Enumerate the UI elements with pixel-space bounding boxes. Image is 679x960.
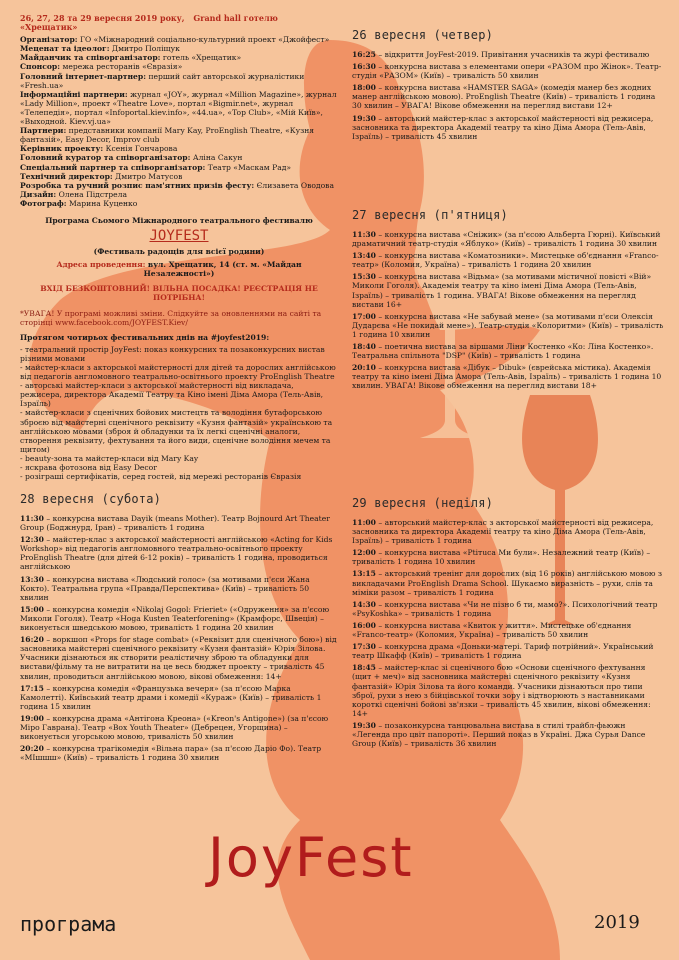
credit-line — [20, 72, 338, 90]
event-time: 13:40 — [352, 251, 376, 261]
credit-value: Олена Підстрела — [58, 189, 128, 199]
event-item — [352, 50, 664, 59]
event-item — [20, 684, 338, 711]
event-description: – конкурсна вистава «Ptiтuca Ми були». Незалежний театр (Київ) – тривалість 1 година 10 хвилин — [352, 548, 651, 567]
event-description: – конкурсна вистава «Відьма» (за мотивами містичної повісті «Вій» Миколи Гоголя). Академія театру та кіно імені Діма Амора (Тель-Авів, Ізраїль) – тривалість 1 година. УВАГА! Вікове обмеження на перегляд вистави 16+ — [352, 272, 652, 309]
event-item — [20, 714, 338, 741]
event-description: – конкурсна вистава «HAMSTER SAGA» (комедія манер без жодних манер англійською мовою). ProEnglish Theatre (Київ) – тривалість 1 година 30 хвилин – УВАГА! Вікове обмеження на перегляд вистави 12+ — [352, 83, 656, 111]
day-27-events — [352, 230, 664, 391]
event-time: 19:30 — [352, 720, 376, 730]
credit-key: Інформаційні партнери: — [20, 89, 128, 99]
event-time: 13:15 — [352, 569, 376, 579]
event-time: 16:30 — [352, 62, 376, 72]
program-label: програма — [20, 912, 117, 936]
event-description: – конкурсна вистава з елементами опери «РАЗОМ про Жінок». Театр-студія «РАЗОМ» (Київ) – тривалість 50 хвилин — [352, 62, 662, 81]
credit-value: Дмитро Матусов — [115, 171, 183, 181]
credit-key: Головний інтернет-партнер: — [20, 71, 147, 81]
credit-key: Спеціальний партнер та співорганізатор: — [20, 162, 206, 172]
credit-line — [20, 35, 338, 44]
credit-line — [20, 126, 338, 144]
program-title: Програма Сьомого Міжнародного театрального фестивалю — [45, 215, 313, 225]
event-description: – конкурсна комедія «Nikolaj Gogol: Frieriet» («Одруження» за п'єсою Миколи Гоголя). Театр «Hoga Kusten Teaterforening» (Крамфорс, Швеція) – виконується шведською мовою, тривалість 1 година 20 хвилин — [20, 604, 330, 633]
credit-key: Спонсор: — [20, 62, 61, 72]
event-item — [352, 663, 664, 718]
credit-line — [20, 144, 338, 153]
credit-value: журнал «JOY», журнал «Million Magazine», журнал «Lady Million», проект «Theatre Love», портал «Bigmir.net», журнал «Телепедія», портал «Infoportal.kiev.info», «44.ua», «Top Club», «Мій Київ», «Выходной. Kiev.vj.ua» — [20, 89, 337, 127]
event-time: 19:30 — [352, 113, 376, 123]
event-item — [352, 114, 664, 141]
event-item — [352, 518, 664, 545]
day-29-title: 29 вересня (неділя) — [352, 496, 494, 510]
event-description: – майстер-клас зі сценічного бою «Основи сценічного фехтування (щит + меч)» від засновника майстерні сценічного реквізиту «Кузня фантазій» Юрія Зілова та його команди. Учасники дізнаються про типи зброї, рухи з нею з бійцівської точки зору і відтворюють з наставниками короткі сценічні бойові зв'язки – тривалість 45 хвилин, вікові обмеження: 14+ — [352, 663, 651, 718]
event-time: 17:30 — [352, 642, 376, 652]
credit-value: готель «Хрещатик» — [162, 53, 242, 63]
during-item: - театральний простір JoyFest: показ конкурсних та позаконкурсних вистав різними мовами — [20, 344, 325, 363]
event-time: 17:15 — [20, 683, 44, 693]
credit-line — [20, 190, 338, 199]
credit-line — [20, 153, 338, 162]
event-description: – авторський майстер-клас з акторської майстерності від режисера, засновника та директора Академії театру та кіно Діма Амора (Тель-Авів, Ізраїль) – тривалість 45 хвилин — [352, 113, 654, 141]
event-item — [20, 635, 338, 680]
day-27-title: 27 вересня (п'ятниця) — [352, 208, 508, 222]
event-description: – авторський майстер-клас з акторської майстерності від режисера, засновника та директора Академії театру та кіно Діма Амора (Тель-Авів, Ізраїль) – тривалість 1 година — [352, 518, 654, 546]
attention-notice: *УВАГА! У програмі можливі зміни. Слідкуйте за оновленнями на сайті та сторінці www.facebook.com/JOYFEST.Kiev/ — [20, 308, 322, 327]
event-time: 16:25 — [352, 50, 376, 59]
event-time: 18:45 — [352, 663, 376, 673]
during-item: - майстер-класи з сценічних бойових мистецтв та володіння бутафорською зброєю від майстерні сценічного реквізиту «Кузня фантазій» українською та англійською мовами (зброя й обладунки та їх легкі сценічні аналоги, створення реквізиту, фехтування та його види, сценічне володіння мечем та щитом) — [20, 408, 333, 454]
event-description: – конкурсна вистава «Чи не пізно б ти, мамо?». Психологічний театр «PsyKoshka» – тривалість 1 година — [352, 599, 658, 618]
dates-text: 26, 27, 28 та 29 вересня 2019 року, — [20, 13, 185, 23]
credit-value: Дмитро Поліщук — [111, 44, 180, 54]
event-time: 20:10 — [352, 363, 376, 373]
event-time: 12:00 — [352, 548, 376, 558]
credits-column — [20, 14, 338, 481]
event-item — [20, 575, 338, 602]
event-item — [352, 272, 664, 308]
event-item — [20, 535, 338, 571]
day-28-section — [20, 492, 338, 765]
credit-value: ГО «Міжнародний соціально-культурний проект «Джойфест» — [80, 35, 330, 45]
year-label: 2019 — [594, 912, 640, 933]
credit-value: Єлизавета Оводова — [256, 180, 334, 190]
event-description: – конкурсна вистава «Квиток у життя». Мистецьке об'єднання «Franco-театр» (Коломия, Україна) – тривалість 50 хвилин — [352, 620, 632, 640]
event-item — [352, 312, 664, 339]
credit-line — [20, 172, 338, 181]
during-item: - яскрава фотозона від Easy Decor — [20, 463, 157, 473]
event-time: 16:20 — [20, 635, 44, 645]
credit-key: Дизайн: — [20, 189, 57, 199]
event-time: 13:30 — [20, 574, 44, 584]
event-description: – майстер-клас з акторської майстерності англійською «Acting for Kids Workshop» від педагогів англомовного театрально-освітнього проекту ProEnglish Theatre (для дітей 6-12 років) – тривалість 1 година, проводиться англійською — [20, 535, 333, 572]
event-item — [20, 605, 338, 632]
event-time: 15:30 — [352, 272, 376, 282]
event-time: 14:30 — [352, 599, 376, 609]
event-time: 17:00 — [352, 311, 376, 321]
address-value: вул. Хрещатик, 14 (ст. м. «Майдан Незалежності») — [143, 260, 302, 279]
day-26-section — [352, 28, 664, 144]
credit-line — [20, 181, 338, 190]
event-item — [352, 251, 664, 269]
credit-value: Аліна Сакун — [192, 153, 243, 163]
fest-name: JOYFEST — [149, 228, 209, 245]
event-description: – конкурсна драма «Антігона Креона» («Kreon's Antigone») (за п'єсою Міро Гаврана). Театр «Box Youth Theater» (Дебрецен, Угорщина) – виконується угорською мовою, тривалість 50 хвилин — [20, 713, 329, 742]
day-28-events — [20, 514, 338, 762]
credit-key: Партнери: — [20, 126, 67, 136]
event-time: 18:00 — [352, 83, 376, 93]
event-description: – позаконкурсна танцювальна вистава в стилі трайбл-фьюжн «Легенда про цвіт папороті». Перший показ в Україні. Джа Сурья Dance Group (Київ) – тривалість 36 хвилин — [352, 720, 646, 749]
day-26-events — [352, 50, 664, 141]
event-description: – конкурсна комедія «Французька вечеря» (за п'єсою Марка Камолетті). Київський театр драми і комедії «Кураж» (Київ) – тривалість 1 година 15 хвилин — [20, 683, 322, 711]
event-time: 11:00 — [352, 518, 376, 527]
day-27-section — [352, 208, 664, 394]
event-time: 20:20 — [20, 744, 44, 754]
event-time: 18:40 — [352, 342, 376, 352]
credits-list — [20, 35, 338, 208]
address-label: Адреса проведення: — [56, 260, 146, 270]
day-29-events — [352, 518, 664, 748]
joyfest-logo: JoyFest — [208, 826, 414, 889]
event-time: 11:30 — [352, 230, 376, 239]
credit-value: перший сайт авторської журналістики «Fresh.ua» — [20, 71, 305, 90]
event-time: 12:30 — [20, 535, 44, 545]
credit-key: Меценат та ідеолог: — [20, 44, 110, 54]
credit-key: Фотограф: — [20, 198, 67, 208]
event-description: – воркшоп «Props for stage combat» («Реквізит для сценічного бою») від засновника майстерні сценічного реквізиту «Кузня фантазій» Юрія Зілова. Учасники дізнаються як створити реалістичну зброю та обладунки для вистави/фільму та не витратити на це весь бюджет проекту – тривалість 45 хвилин, проводиться англійською мовою, вікові обмеження: 14+ — [20, 635, 337, 681]
event-time: 19:00 — [20, 713, 44, 723]
event-description: – конкурсна вистава «Людський голос» (за мотивами п'єси Жана Кокто). Театральна група «Правда/Перспектива» (Київ) – тривалість 50 хвилин — [20, 574, 310, 602]
during-item: - авторські майстер-класи з акторської майстерності від викладача, режисера, директора Академії Театру та Кіно імені Діма Амора (Тель-Авів, Ізраїль) — [20, 381, 324, 409]
day-29-section — [352, 496, 664, 751]
event-item — [352, 642, 664, 660]
event-item — [352, 62, 664, 80]
event-time: 11:30 — [20, 514, 44, 523]
event-item — [352, 83, 664, 110]
during-item: - beauty-зона та майстер-класи від Mary Kay — [20, 453, 199, 463]
credit-value: Марина Куценко — [69, 198, 138, 208]
event-description: – конкурсна вистава «Дібук – Dibuk» (єврейська містика). Академія театру та кіно імені Діма Амора (Тель-Авів, Ізраїль) – тривалість 1 година 10 хвилин. УВАГА! Вікове обмеження на перегляд вистави 18+ — [352, 363, 662, 391]
credit-value: Театр «Маскам Рад» — [207, 162, 292, 172]
event-item — [20, 744, 338, 762]
event-description: – конкурсна вистава «Сніжик» (за п'єсою Альберта Гюрні). Київський драматичний театр-студія «Яблуко» (Київ) – тривалість 1 година 30 хвилин — [352, 230, 661, 249]
event-item — [352, 548, 664, 566]
event-time: 15:00 — [20, 604, 44, 614]
address — [20, 260, 338, 278]
day-26-title: 26 вересня (четвер) — [352, 28, 494, 42]
event-description: – акторський тренінг для дорослих (від 16 років) англійською мовою з викладачами ProEnglish Drama School. Шукаємо виразність – рухи, слів та міміки разом – тривалість 1 година — [352, 569, 663, 597]
event-description: – конкурсна трагікомедія «Вільна пара» (за п'єсою Даріо Фо). Театр «МІшшш» (Київ) – тривалість 1 година 30 хвилин — [20, 744, 322, 763]
event-description: – поетична вистава за віршами Ліни Костенко «Ко: Ліна Костенко». Театральна спільнота "DSP" (Київ) – тривалість 1 година — [352, 342, 654, 361]
credit-value: мережа ресторанів «Євразія» — [62, 62, 183, 72]
day-28-title: 28 вересня (субота) — [20, 492, 162, 506]
credit-key: Керівник проекту: — [20, 144, 104, 154]
during-item: - майстер-класи з акторської майстерності для дітей та дорослих англійською від педагогів англомовного театрально-освітнього проекту ProEnglish Theatre — [20, 363, 336, 382]
event-description: – конкурсна вистава «Не забувай мене» (за мотивами п'єси Олексія Дударєва «Не покидай мене»). Театр-студія «Колоритми» (Київ) – тривалість 1 година 10 хвилин — [352, 311, 664, 339]
event-item — [352, 569, 664, 596]
credit-line — [20, 199, 338, 208]
venue-text: Grand hall готелю «Хрещатик» — [20, 13, 278, 33]
event-item — [352, 230, 664, 248]
event-item — [352, 621, 664, 639]
event-item — [352, 600, 664, 618]
event-item — [20, 514, 338, 532]
event-description: – конкурсна драма «Доньки-матері. Тариф потрійний». Український театр Шкафф (Київ) – тривалість 1 година — [352, 642, 654, 661]
credit-value: представники компанії Mary Kay, ProEnglish Theatre, «Кузня фантазій», Easy Decor, Improv club — [20, 126, 315, 145]
credit-key: Майданчик та співорганізатор: — [20, 53, 161, 63]
credit-key: Розробка та ручний розпис пам'ятних призів фесту: — [20, 180, 255, 190]
festival-dates — [20, 14, 338, 32]
event-description: – конкурсна вистава «Коматозники». Мистецьке об'єднання «Franco-театр» (Коломия, Україна) – тривалість 1 година 20 хвилин — [352, 251, 659, 270]
event-item — [352, 363, 664, 390]
event-item — [352, 721, 664, 748]
credit-line — [20, 163, 338, 172]
fest-subtitle: (Фестиваль радощів для всієї родини) — [93, 247, 265, 257]
during-list — [20, 345, 338, 481]
during-title: Протягом чотирьох фестивальних днів на #joyfest2019: — [20, 332, 270, 342]
credit-key: Технічний директор: — [20, 171, 113, 181]
credit-line — [20, 44, 338, 53]
credit-line — [20, 53, 338, 62]
credit-key: Організатор: — [20, 35, 78, 45]
during-item: - розіграші сертифікатів, серед гостей, від мережі ресторанів Євразія — [20, 472, 302, 482]
event-description: – конкурсна вистава Dayik (means Mother). Театр Bojnourd Art Theater Group (Боджнурд, Іран) – тривалість 1 година — [20, 514, 330, 533]
event-time: 16:00 — [352, 620, 376, 630]
credit-key: Головний куратор та співорганізатор: — [20, 153, 191, 163]
credit-line — [20, 90, 338, 126]
credit-value: Ксенія Гончарова — [105, 144, 178, 154]
free-entry-notice: ВХІД БЕЗКОШТОВНИЙ! ВІЛЬНА ПОСАДКА! РЕЄСТРАЦІЯ НЕ ПОТРІБНА! — [40, 284, 318, 303]
event-description: – відкриття JoyFest-2019. Привітання учасників та журі фестивалю — [375, 50, 650, 59]
credit-line — [20, 62, 338, 71]
event-item — [352, 342, 664, 360]
